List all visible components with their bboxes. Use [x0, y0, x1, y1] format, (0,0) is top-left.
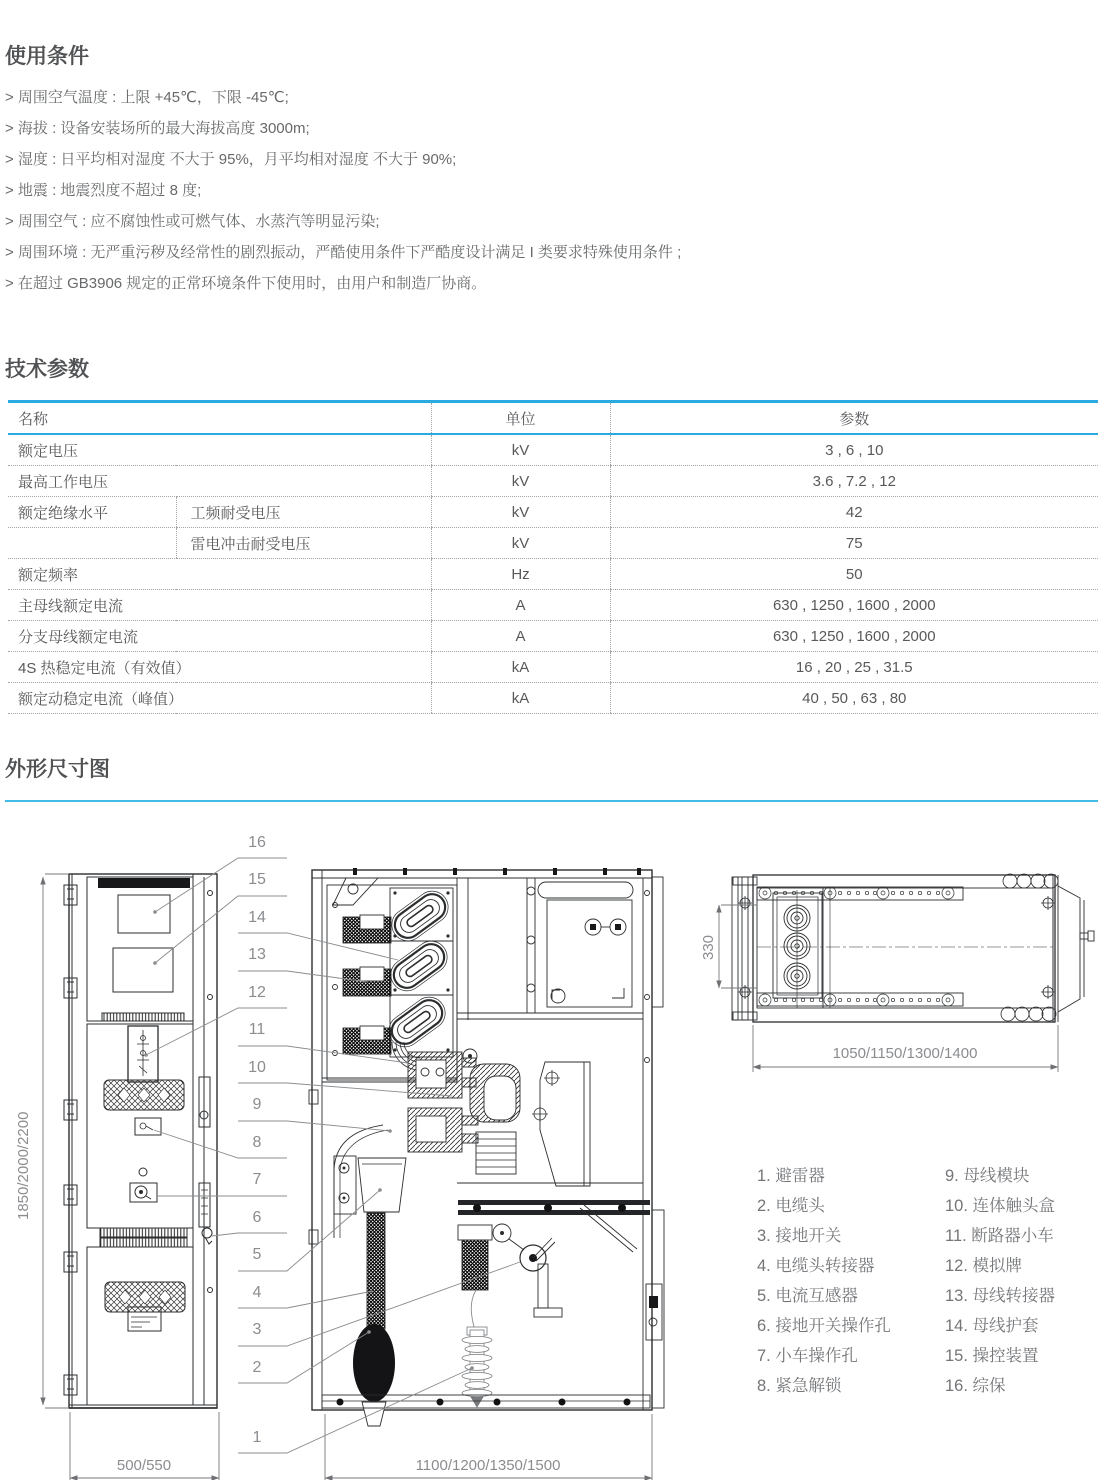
control-device-window	[113, 948, 173, 992]
table-row	[8, 683, 1098, 714]
truck-operation-hole	[130, 1183, 157, 1202]
row-name: 最高工作电压	[8, 466, 431, 497]
current-transformer	[358, 1158, 406, 1212]
table-row	[8, 434, 1098, 466]
door-hinges	[64, 885, 77, 1395]
emergency-unlock-plate	[135, 1118, 161, 1135]
callout-9: 9	[252, 1096, 262, 1113]
row-name	[8, 528, 176, 559]
legend-item: 11. 断路器小车	[945, 1227, 1054, 1245]
side-width-dimension: 1100/1200/1350/1500	[415, 1457, 561, 1474]
legend-item: 6. 接地开关操作孔	[757, 1317, 891, 1335]
legend-item: 8. 紧急解锁	[757, 1377, 842, 1395]
usage-conditions-list	[5, 82, 681, 299]
front-view-drawing	[64, 874, 217, 1408]
top-width-dimension: 1050/1150/1300/1400	[832, 1045, 978, 1062]
usage-item: > 海拔 : 设备安装场所的最大海拔高度 3000m;	[5, 120, 310, 137]
table-row	[8, 621, 1098, 652]
usage-item: > 周围空气温度 : 上限 +45℃，下限 -45℃;	[5, 89, 289, 106]
row-unit: Hz	[431, 559, 610, 590]
earthing-switch	[493, 1205, 637, 1317]
row-value: 42	[610, 497, 1098, 528]
row-name: 额定绝缘水平	[8, 497, 176, 528]
table-row	[8, 528, 1098, 559]
row-value: 630 , 1250 , 1600 , 2000	[610, 621, 1098, 652]
row-name: 额定频率	[8, 559, 431, 590]
callout-6: 6	[252, 1209, 262, 1226]
callout-11: 11	[248, 1021, 266, 1038]
dimension-lines	[43, 874, 1058, 1480]
usage-item: > 地震 : 地震烈度不超过 8 度;	[5, 182, 202, 199]
cable-body	[353, 1324, 395, 1402]
tech-params-table	[8, 400, 1098, 714]
row-value: 3 , 6 , 10	[610, 434, 1098, 466]
front-width-dimension: 500/550	[116, 1457, 172, 1474]
bus-pole-3	[383, 991, 452, 1053]
row-unit: kA	[431, 652, 610, 683]
breaker-panel	[547, 900, 632, 1007]
row-unit: kV	[431, 434, 610, 466]
callout-2: 2	[252, 1359, 262, 1376]
callout-15: 15	[248, 871, 266, 888]
row-unit: kV	[431, 497, 610, 528]
row-value: 75	[610, 528, 1098, 559]
row-unit: A	[431, 590, 610, 621]
callout-12: 12	[248, 984, 266, 1001]
callout-1: 1	[252, 1429, 262, 1446]
legend-item: 16. 综保	[945, 1377, 1006, 1395]
front-height-dimension: 1850/2000/2200	[15, 1111, 32, 1220]
col-header-name: 名称	[8, 402, 431, 435]
usage-item: > 周围空气 : 应不腐蚀性或可燃气体、水蒸汽等明显污染;	[5, 213, 380, 230]
row-value: 40 , 50 , 63 , 80	[610, 683, 1098, 714]
table-row	[8, 590, 1098, 621]
table-row	[8, 652, 1098, 683]
top-depth-dimension: 330	[700, 934, 717, 960]
operating-mechanism-bar	[538, 882, 633, 898]
top-black-strip	[98, 878, 190, 888]
table-row	[8, 559, 1098, 590]
row-unit: kA	[431, 683, 610, 714]
callout-leaders	[144, 858, 520, 1453]
top-view-drawing	[732, 874, 1094, 1022]
row-unit: kV	[431, 528, 610, 559]
outline-dims-title: 外形尺寸图	[5, 758, 110, 781]
row-name: 额定电压	[8, 434, 431, 466]
callout-5: 5	[252, 1246, 262, 1263]
outline-dimension-drawing	[0, 820, 1113, 1480]
callout-4: 4	[252, 1284, 262, 1301]
legend-item: 7. 小车操作孔	[757, 1347, 858, 1365]
legend-item: 10. 连体触头盒	[945, 1197, 1056, 1215]
usage-conditions-title: 使用条件	[5, 45, 89, 68]
protection-relay-window	[118, 895, 170, 933]
table-row	[8, 466, 1098, 497]
row-name: 额定动稳定电流（峰值）	[8, 683, 431, 714]
cable-head-stack	[462, 1240, 488, 1290]
row-value: 630 , 1250 , 1600 , 2000	[610, 590, 1098, 621]
usage-item: > 在超过 GB3906 规定的正常环境条件下使用时，由用户和制造厂协商。	[5, 275, 487, 292]
row-subname: 工频耐受电压	[176, 497, 431, 528]
usage-item: > 周围环境 : 无严重污秽及经常性的剧烈振动，严酷使用条件下严酷度设计满足 I 类要求特殊使用条件 ;	[5, 244, 682, 261]
callout-numbers	[248, 834, 266, 1446]
callout-14: 14	[248, 909, 266, 926]
legend-item: 3. 接地开关	[757, 1227, 842, 1245]
callout-10: 10	[248, 1059, 266, 1076]
usage-item: > 湿度 : 日平均相对湿度 不大于 95%，月平均相对湿度 不大于 90%;	[5, 151, 457, 168]
callout-13: 13	[248, 946, 266, 963]
legend-item: 5. 电流互感器	[757, 1287, 858, 1305]
row-value: 16 , 20 , 25 , 31.5	[610, 652, 1098, 683]
col-header-param: 参数	[610, 402, 1098, 435]
bus-adapters	[343, 915, 391, 1054]
row-unit: kV	[431, 466, 610, 497]
legend-item: 14. 母线护套	[945, 1317, 1039, 1335]
row-name: 主母线额定电流	[8, 590, 431, 621]
legend-item: 13. 母线转接器	[945, 1287, 1056, 1305]
section-divider	[5, 800, 1098, 802]
parts-legend	[757, 1166, 1056, 1395]
callout-7: 7	[252, 1171, 262, 1188]
row-unit: A	[431, 621, 610, 652]
legend-item: 1. 避雷器	[757, 1167, 825, 1185]
row-name: 4S 热稳定电流（有效值）	[8, 652, 431, 683]
callout-3: 3	[252, 1321, 262, 1338]
legend-item: 4. 电缆头转接器	[757, 1257, 875, 1275]
legend-item: 12. 模拟牌	[945, 1257, 1023, 1275]
legend-item: 9. 母线模块	[945, 1167, 1030, 1185]
table-header-row	[8, 402, 1098, 435]
legend-item: 2. 电缆头	[757, 1197, 825, 1215]
callout-16: 16	[248, 834, 266, 851]
row-subname: 雷电冲击耐受电压	[176, 528, 431, 559]
legend-item: 15. 操控装置	[945, 1347, 1039, 1365]
row-value: 3.6 , 7.2 , 12	[610, 466, 1098, 497]
tech-params-title: 技术参数	[5, 358, 89, 381]
row-value: 50	[610, 559, 1098, 590]
row-name: 分支母线额定电流	[8, 621, 431, 652]
breaker-truck	[540, 1062, 590, 1186]
col-header-unit: 单位	[431, 402, 610, 435]
callout-8: 8	[252, 1134, 262, 1151]
bus-pole-2	[385, 935, 454, 997]
table-row	[8, 497, 1098, 528]
